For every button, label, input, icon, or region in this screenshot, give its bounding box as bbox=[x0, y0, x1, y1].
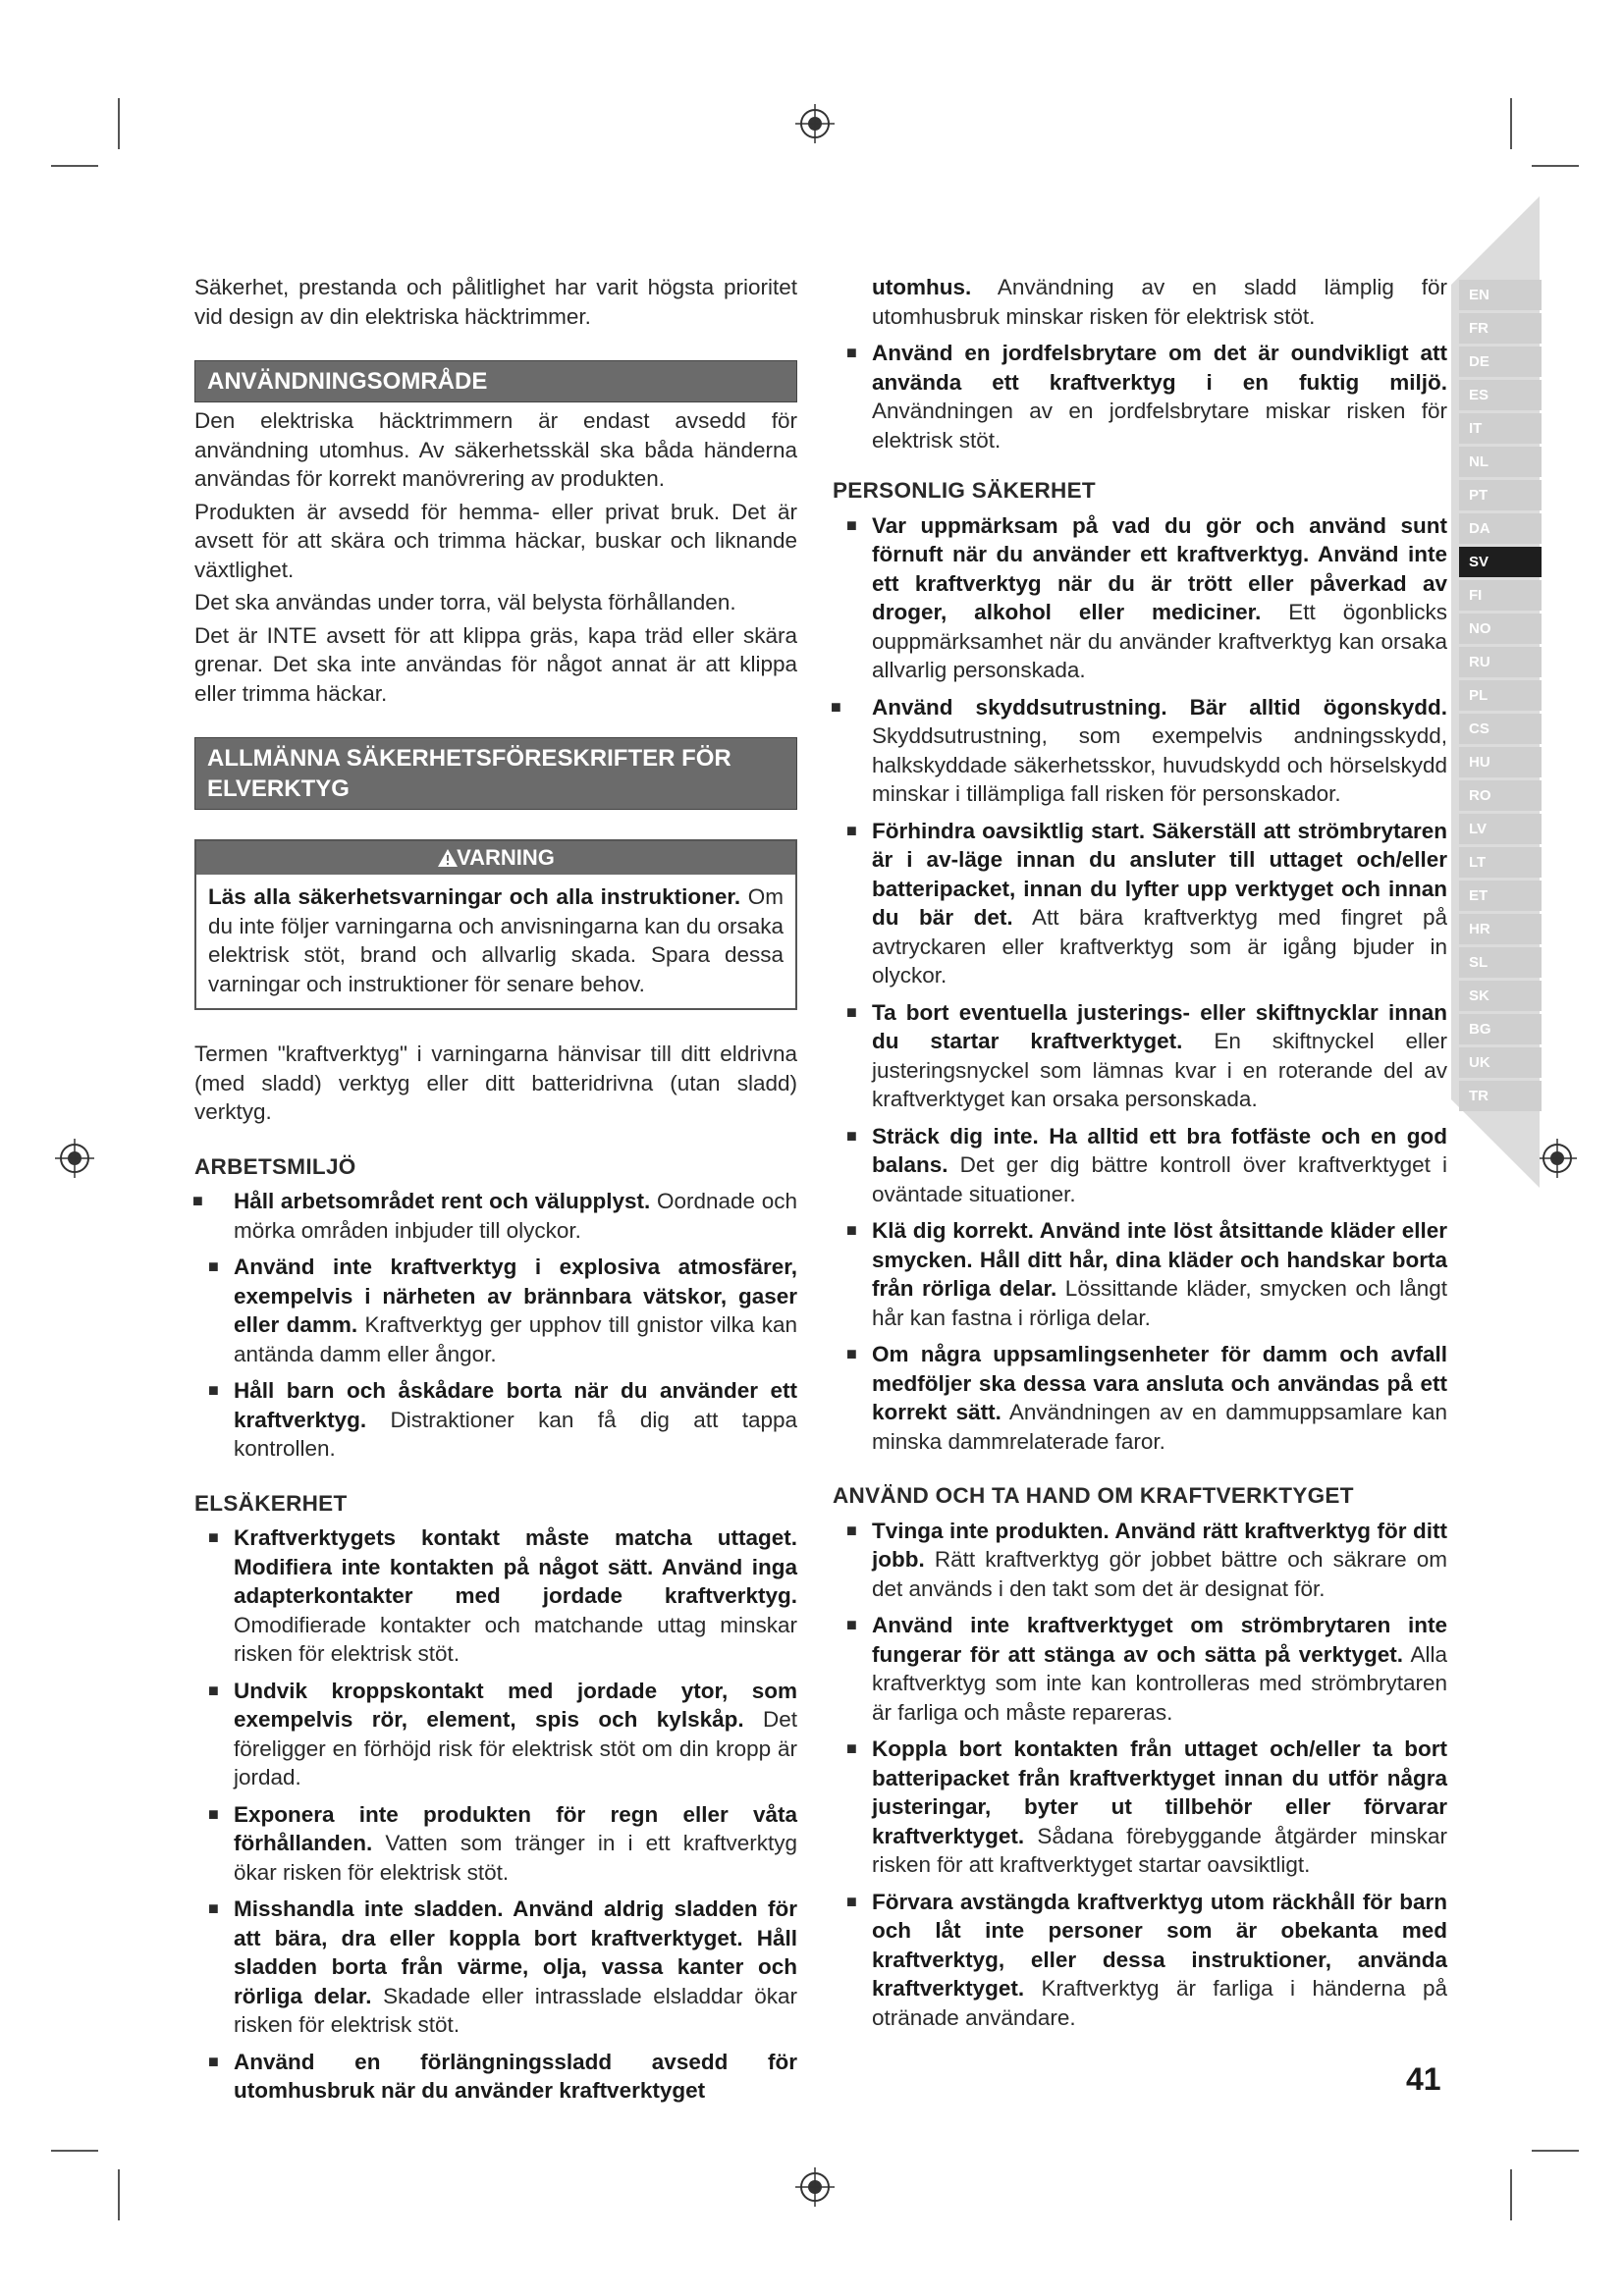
page-number: 41 bbox=[1406, 2061, 1441, 2097]
language-tab-lt[interactable]: LT bbox=[1459, 847, 1542, 878]
language-tab-it[interactable]: IT bbox=[1459, 413, 1542, 444]
registration-mark-icon bbox=[795, 2167, 835, 2207]
language-tab-de[interactable]: DE bbox=[1459, 347, 1542, 377]
list-item: ■ Exponera inte produkten för regn eller våta förhållanden. Vatten som tränger in i ett kraftverktyg ökar risken för elektrisk stöt. bbox=[208, 1801, 797, 1885]
language-tab-sk[interactable]: SK bbox=[1459, 981, 1542, 1011]
warning-text: Läs alla säkerhetsvarningar och alla instruktioner. Om du inte följer varningarna och anvisningarna kan du orsaka elektrisk stöt, brand och allvarlig skada. Spara dessa varningar och instruktioner för senare behov. bbox=[208, 884, 784, 996]
list-item: ■ Förhindra oavsiktlig start. Säkerställ att strömbrytaren är i av-läge innan du ansluter till uttaget och/eller batteripacket, innan du lyfter upp verktyget och innan du bär det. Att bära kraftverktyg med fingret på avtryckaren eller kraftverktyg som är igång bjuder in olyckor. bbox=[846, 818, 1447, 988]
language-tab-ru[interactable]: RU bbox=[1459, 647, 1542, 677]
list-item: ■ Klä dig korrekt. Använd inte löst åtsittande kläder eller smycken. Håll ditt hår, dina kläder och handskar borta från rörliga delar. Lössittande kläder, smycken och långt hår kan fastna i rörliga delar. bbox=[846, 1218, 1448, 1330]
warning-triangle-icon bbox=[437, 848, 459, 868]
language-tab-lv[interactable]: LV bbox=[1459, 814, 1542, 844]
list-item-continuation: utomhus. Användning av en sladd lämplig för utomhusbruk minskar risken för elektrisk stöt. bbox=[872, 275, 1447, 329]
list-item: ■ Använd inte kraftverktyget om strömbrytaren inte fungerar för att stänga av och sätta på verktyget. Alla kraftverktyg som inte kan kontrolleras med strömbrytaren är farliga och måste repareras. bbox=[846, 1613, 1447, 1725]
language-tab-tr[interactable]: TR bbox=[1459, 1081, 1542, 1111]
section-heading-usage: ANVÄNDNINGSOMRÅDE bbox=[194, 360, 797, 402]
language-tab-da[interactable]: DA bbox=[1459, 513, 1542, 544]
warning-box bbox=[194, 839, 797, 1010]
crop-mark bbox=[1510, 2169, 1512, 2220]
list-item: ■ Om några uppsamlingsenheter för damm och avfall medföljer ska dessa vara ansluta och användas på ett korrekt sätt. Användningen av en dammuppsamlare kan minska dammrelaterade faror. bbox=[846, 1342, 1447, 1454]
left-column bbox=[194, 273, 797, 2113]
language-tab-list bbox=[1459, 280, 1542, 1114]
language-tab-sv[interactable]: SV bbox=[1459, 547, 1542, 577]
registration-mark-icon bbox=[55, 1139, 94, 1178]
language-tab-et[interactable]: ET bbox=[1459, 881, 1542, 911]
list-item: ■ Koppla bort kontakten från uttaget och/eller ta bort batteripacket från kraftverktyget innan du utför några justeringar, byter ut tillbehör eller förvarar kraftverktyget. Sådana förebyggande åtgärder minskar risken för att kraftverktyget startar oavsiktligt. bbox=[846, 1736, 1447, 1877]
list-item: ■ Kraftverktygets kontakt måste matcha uttaget. Modifiera inte kontakten på något sätt. Använd inga adapterkontakter med jordade kraftverktyg. Omodifierade kontakter och matchande uttag minskar risken för elektrisk stöt. bbox=[208, 1525, 797, 1666]
language-tab-fr[interactable]: FR bbox=[1459, 313, 1542, 344]
heading-use-and-care: ANVÄND OCH TA HAND OM KRAFTVERKTYGET bbox=[833, 1483, 1354, 1508]
language-tab-nl[interactable]: NL bbox=[1459, 447, 1542, 477]
list-item: ■ Använd en förlängningssladd avsedd för utomhusbruk när du använder kraftverktyget bbox=[208, 2049, 797, 2103]
list-item: ■ Var uppmärksam på vad du gör och använd sunt förnuft när du använder ett kraftverktyg. Använd inte ett kraftverktyg när du är trött eller påverkad av droger, alkohol eller mediciner. Ett ögonblicks ouppmärksamhet när du använder kraftverktyg kan orsaka allvarlig personskada. bbox=[846, 512, 1448, 682]
usage-paragraph: Produkten är avsedd för hemma- eller privat bruk. Det är avsett för att skära och trimma häckar, buskar och liknande växtlighet. bbox=[194, 499, 797, 582]
list-item: ■ Använd skyddsutrustning. Bär alltid ögonskydd. Skyddsutrustning, som exempelvis andningsskydd, halkskyddade säkerhetsskor, huvudskydd och hörselskydd minskar i tillämpliga fall risken för personskador. bbox=[831, 694, 1447, 806]
language-tab-sl[interactable]: SL bbox=[1459, 947, 1542, 978]
usage-paragraph: Det är INTE avsett för att klippa gräs, kapa träd eller skära grenar. Det ska inte användas för något annat är att klippa eller trimma häckar. bbox=[194, 622, 797, 706]
list-item: ■ Sträck dig inte. Ha alltid ett bra fotfäste och en god balans. Det ger dig bättre kontroll över kraftverktyget i oväntade situationer. bbox=[846, 1123, 1447, 1206]
list-item: ■ Håll barn och åskådare borta när du använder ett kraftverktyg. Distraktioner kan få dig att tappa kontrollen. bbox=[208, 1378, 797, 1461]
usage-paragraph: Det ska användas under torra, väl belysta förhållanden. bbox=[194, 590, 736, 614]
language-tab-hr[interactable]: HR bbox=[1459, 914, 1542, 944]
language-tab-bg[interactable]: BG bbox=[1459, 1014, 1542, 1044]
language-tab-es[interactable]: ES bbox=[1459, 380, 1542, 410]
registration-mark-icon bbox=[1538, 1139, 1577, 1178]
crop-mark bbox=[1510, 98, 1512, 149]
language-tab-fi[interactable]: FI bbox=[1459, 580, 1542, 611]
language-tab-cs[interactable]: CS bbox=[1459, 714, 1542, 744]
language-tab-pl[interactable]: PL bbox=[1459, 680, 1542, 711]
section-heading-general-safety: ALLMÄNNA SÄKERHETSFÖRESKRIFTER FÖR ELVERKTYG bbox=[194, 737, 797, 810]
crop-mark bbox=[1532, 165, 1579, 167]
heading-work-area: ARBETSMILJÖ bbox=[194, 1153, 356, 1179]
list-item: ■ Ta bort eventuella justerings- eller skiftnycklar innan du startar kraftverktyget. En skiftnyckel eller justeringsnyckel som lämnas kvar i en roterande del av kraftverktyget kan orsaka personskada. bbox=[846, 999, 1447, 1111]
list-item: ■ Förvara avstängda kraftverktyg utom räckhåll för barn och låt inte personer som är obekanta med kraftverktyg, eller dessa instruktioner, använda kraftverktyget. Kraftverktyg är farliga i händerna på otränade användare. bbox=[846, 1889, 1447, 2030]
list-item: ■ Misshandla inte sladden. Använd aldrig sladden för att bära, dra eller koppla bort kraftverktyget. Håll sladden borta från värme, olja, vassa kanter och rörliga delar. Skadade eller intrasslade elsladdar ökar risken för elektrisk stöt. bbox=[208, 1896, 797, 2037]
crop-mark bbox=[51, 165, 98, 167]
list-item: ■ Tvinga inte produkten. Använd rätt kraftverktyg för ditt jobb. Rätt kraftverktyg gör jobbet bättre och säkrare om det används i den takt som det är designat för. bbox=[846, 1518, 1447, 1601]
term-paragraph: Termen "kraftverktyg" i varningarna hänvisar till ditt eldrivna (med sladd) verktyg eller ditt batteridrivna (utan sladd) verktyg. bbox=[194, 1041, 797, 1124]
crop-mark bbox=[118, 2169, 120, 2220]
heading-electrical-safety: ELSÄKERHET bbox=[194, 1490, 348, 1516]
list-item: ■ Använd en jordfelsbrytare om det är oundvikligt att använda ett kraftverktyg i en fuktig miljö. Användningen av en jordfelsbrytare miskar risken för elektrisk stöt. bbox=[846, 341, 1447, 453]
language-tab-ro[interactable]: RO bbox=[1459, 780, 1542, 811]
language-tab-hu[interactable]: HU bbox=[1459, 747, 1542, 777]
registration-mark-icon bbox=[795, 104, 835, 143]
right-column bbox=[833, 273, 1447, 2040]
language-tab-pt[interactable]: PT bbox=[1459, 480, 1542, 510]
warning-title: VARNING bbox=[457, 845, 555, 870]
intro-paragraph: Säkerhet, prestanda och pålitlighet har varit högsta prioritet vid design av din elektriska häcktrimmer. bbox=[194, 275, 797, 329]
list-item: ■ Håll arbetsområdet rent och välupplyst. Oordnade och mörka områden inbjuder till olyckor. bbox=[192, 1189, 797, 1243]
crop-mark bbox=[118, 98, 120, 149]
language-tab-uk[interactable]: UK bbox=[1459, 1047, 1542, 1078]
list-item: ■ Använd inte kraftverktyg i explosiva atmosfärer, exempelvis i närheten av brännbara vätskor, gaser eller damm. Kraftverktyg ger upphov till gnistor vilka kan antända damm eller ångor. bbox=[208, 1255, 797, 1366]
crop-mark bbox=[1532, 2150, 1579, 2152]
language-tab-en[interactable]: EN bbox=[1459, 280, 1542, 310]
language-tab-no[interactable]: NO bbox=[1459, 614, 1542, 644]
usage-paragraph: Den elektriska häcktrimmern är endast avsedd för användning utomhus. Av säkerhetsskäl ska båda händerna användas för korrekt manövrering av produkten. bbox=[194, 408, 797, 491]
list-item: ■ Undvik kroppskontakt med jordade ytor, som exempelvis rör, element, spis och kylskåp. Det föreligger en förhöjd risk för elektrisk stöt om din kropp är jordad. bbox=[208, 1678, 797, 1789]
heading-personal-safety: PERSONLIG SÄKERHET bbox=[833, 478, 1096, 503]
warning-header bbox=[196, 841, 795, 875]
crop-mark bbox=[51, 2150, 98, 2152]
